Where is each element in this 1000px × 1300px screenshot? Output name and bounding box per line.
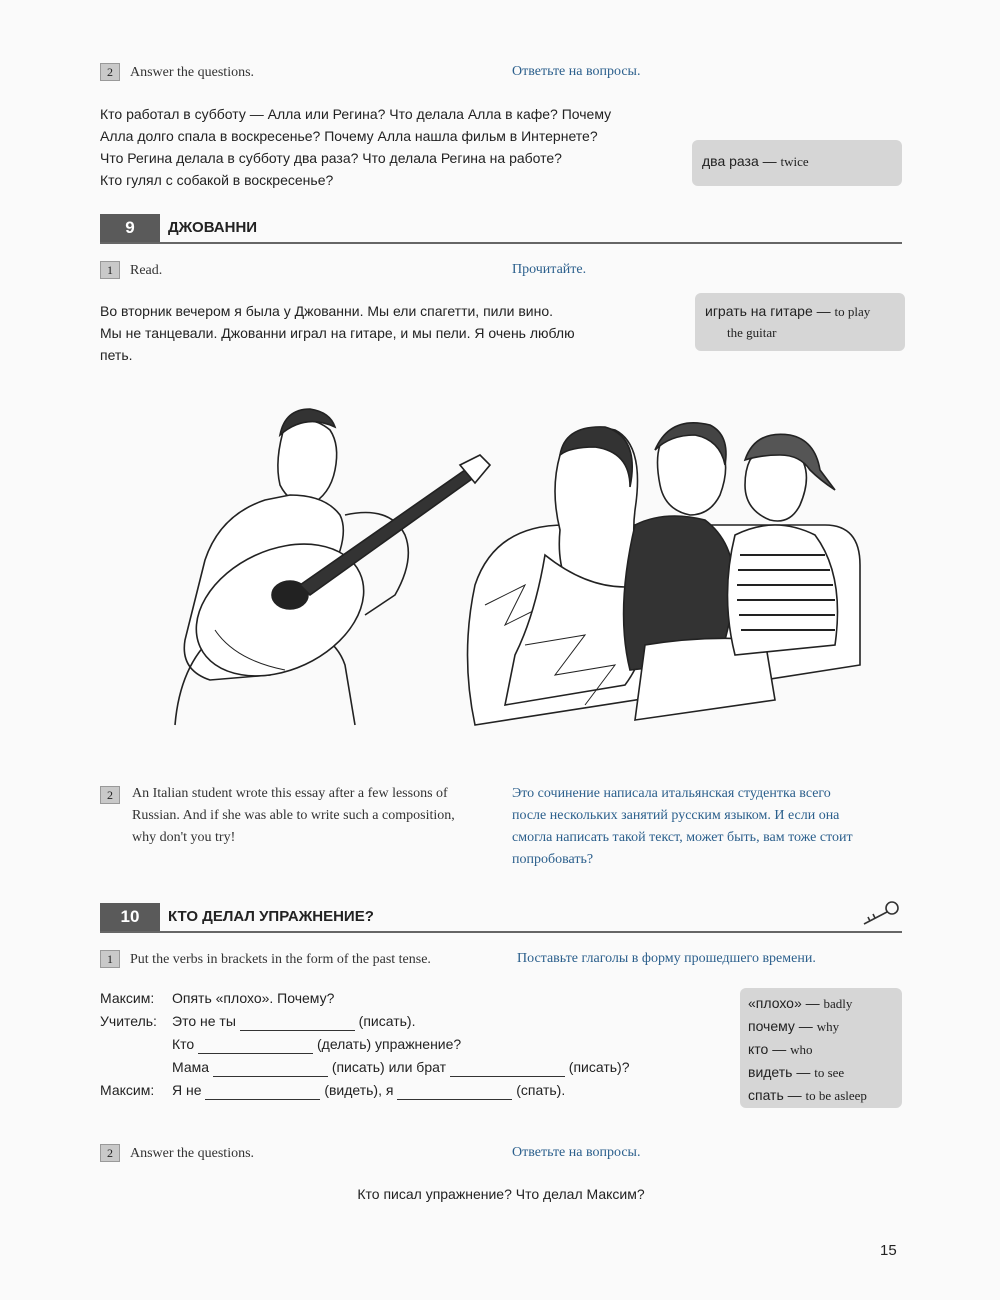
vocab-item: видеть — to see: [748, 1064, 845, 1080]
verb-hint: (писать) или брат: [331, 1059, 447, 1075]
vocab-note-twice: [692, 140, 902, 186]
essay-ru-line: попробовать?: [512, 852, 594, 867]
answer-blank[interactable]: [450, 1062, 565, 1077]
vocab-item: почему — why: [748, 1018, 840, 1034]
text-line: петь.: [100, 347, 133, 363]
verb-hint: (спать).: [516, 1082, 566, 1098]
vocab-term: два раза —: [702, 153, 777, 169]
vocab-translation: to play: [834, 304, 871, 319]
vocab-term: играть на гитаре —: [705, 303, 831, 319]
task-number: 2: [100, 786, 120, 804]
instruction-ru: Поставьте глаголы в форму прошедшего времени.: [517, 951, 816, 966]
instruction-en: Answer the questions.: [130, 65, 255, 81]
dialog-line-5: [100, 1080, 565, 1100]
task-number: 2: [100, 1144, 120, 1162]
dialog-text: Кто: [172, 1036, 195, 1052]
vocab-item: кто — who: [748, 1041, 813, 1057]
task-header-read: [100, 261, 162, 279]
man-head: [278, 420, 337, 505]
task-header-answer-top: [100, 63, 254, 81]
answer-blank[interactable]: [240, 1016, 355, 1031]
verb-hint: (писать)?: [568, 1059, 630, 1075]
section-number: 10: [100, 903, 160, 931]
final-question: Кто писал упражнение? Что делал Максим?: [357, 1186, 645, 1202]
page-number: 15: [880, 1242, 897, 1259]
verb-hint: (писать).: [358, 1013, 416, 1029]
instruction-ru: Ответьте на вопросы.: [512, 64, 641, 79]
vocab-translation: twice: [780, 154, 809, 169]
essay-en-line: Russian. And if she was able to write such a composition,: [132, 808, 455, 823]
vocab-translation-cont: the guitar: [727, 325, 777, 340]
task-number: 1: [100, 950, 120, 968]
dialog-line-1: [100, 988, 334, 1008]
essay-ru-line: Это сочинение написала итальянская студентка всего: [512, 786, 831, 801]
instruction-en: Read.: [130, 263, 163, 279]
section-title: КТО ДЕЛАЛ УПРАЖНЕНИЕ?: [168, 908, 374, 925]
speaker: Максим:: [100, 990, 155, 1006]
guitar-party-illustration: [165, 405, 865, 730]
speaker: Учитель:: [100, 1013, 157, 1029]
speaker: Максим:: [100, 1082, 155, 1098]
task-header-past-tense: [100, 950, 431, 968]
dialog-text: Я не: [172, 1082, 202, 1098]
instruction-ru: Ответьте на вопросы.: [512, 1145, 641, 1160]
section-10-header: [100, 903, 902, 933]
reading-text: [100, 300, 680, 366]
essay-en-line: why don't you try!: [132, 830, 236, 845]
answer-blank[interactable]: [397, 1085, 512, 1100]
answer-blank[interactable]: [213, 1062, 328, 1077]
task-essay-ru: [512, 783, 907, 871]
dialog-text: Это не ты: [172, 1013, 236, 1029]
task-number: 1: [100, 261, 120, 279]
essay-en-line: An Italian student wrote this essay after a few lessons of: [132, 786, 448, 801]
dialog-line-2: [100, 1011, 415, 1031]
dialog-line-3: [172, 1034, 461, 1054]
vocab-item: спать — to be asleep: [748, 1087, 867, 1103]
instruction-ru: Прочитайте.: [512, 262, 587, 277]
verb-hint: (видеть), я: [324, 1082, 394, 1098]
text-line: Во вторник вечером я была у Джованни. Мы ели спагетти, пили вино.: [100, 303, 554, 319]
essay-ru-line: смогла написать такой текст, может быть, вам тоже стоит: [512, 830, 853, 845]
dialog-text: Мама: [172, 1059, 210, 1075]
dialog-text: Опять «плохо». Почему?: [172, 990, 335, 1006]
section-9-header: [100, 214, 902, 244]
question-line: Алла долго спала в воскресенье? Почему Алла нашла фильм в Интернете?: [100, 128, 598, 144]
dialog-line-4: [172, 1057, 630, 1077]
task-header-answer-bottom: [100, 1144, 254, 1162]
section-number: 9: [100, 214, 160, 242]
text-line: Мы не танцевали. Джованни играл на гитаре, и мы пели. Я очень люблю: [100, 325, 575, 341]
question-line: Кто гулял с собакой в воскресенье?: [100, 172, 334, 188]
question-line: Кто работал в субботу — Алла или Регина? Что делала Алла в кафе? Почему: [100, 106, 612, 122]
answer-blank[interactable]: [198, 1039, 313, 1054]
instruction-en: Answer the questions.: [130, 1146, 255, 1162]
essay-ru-line: после нескольких занятий русским языком. И если она: [512, 808, 840, 823]
section-title: ДЖОВАННИ: [168, 219, 258, 236]
verb-hint: (делать) упражнение?: [316, 1036, 462, 1052]
key-icon: [860, 898, 902, 928]
vocab-note-guitar: [695, 293, 905, 351]
question-line: Что Регина делала в субботу два раза? Что делала Регина на работе?: [100, 150, 562, 166]
vocab-item: «плохо» — badly: [748, 995, 853, 1011]
vocab-list: [740, 988, 902, 1108]
answer-blank[interactable]: [205, 1085, 320, 1100]
task-essay-en: [100, 783, 495, 849]
instruction-en: Put the verbs in brackets in the form of the past tense.: [130, 952, 431, 968]
questions-block: [100, 103, 690, 191]
task-number: 2: [100, 63, 120, 81]
